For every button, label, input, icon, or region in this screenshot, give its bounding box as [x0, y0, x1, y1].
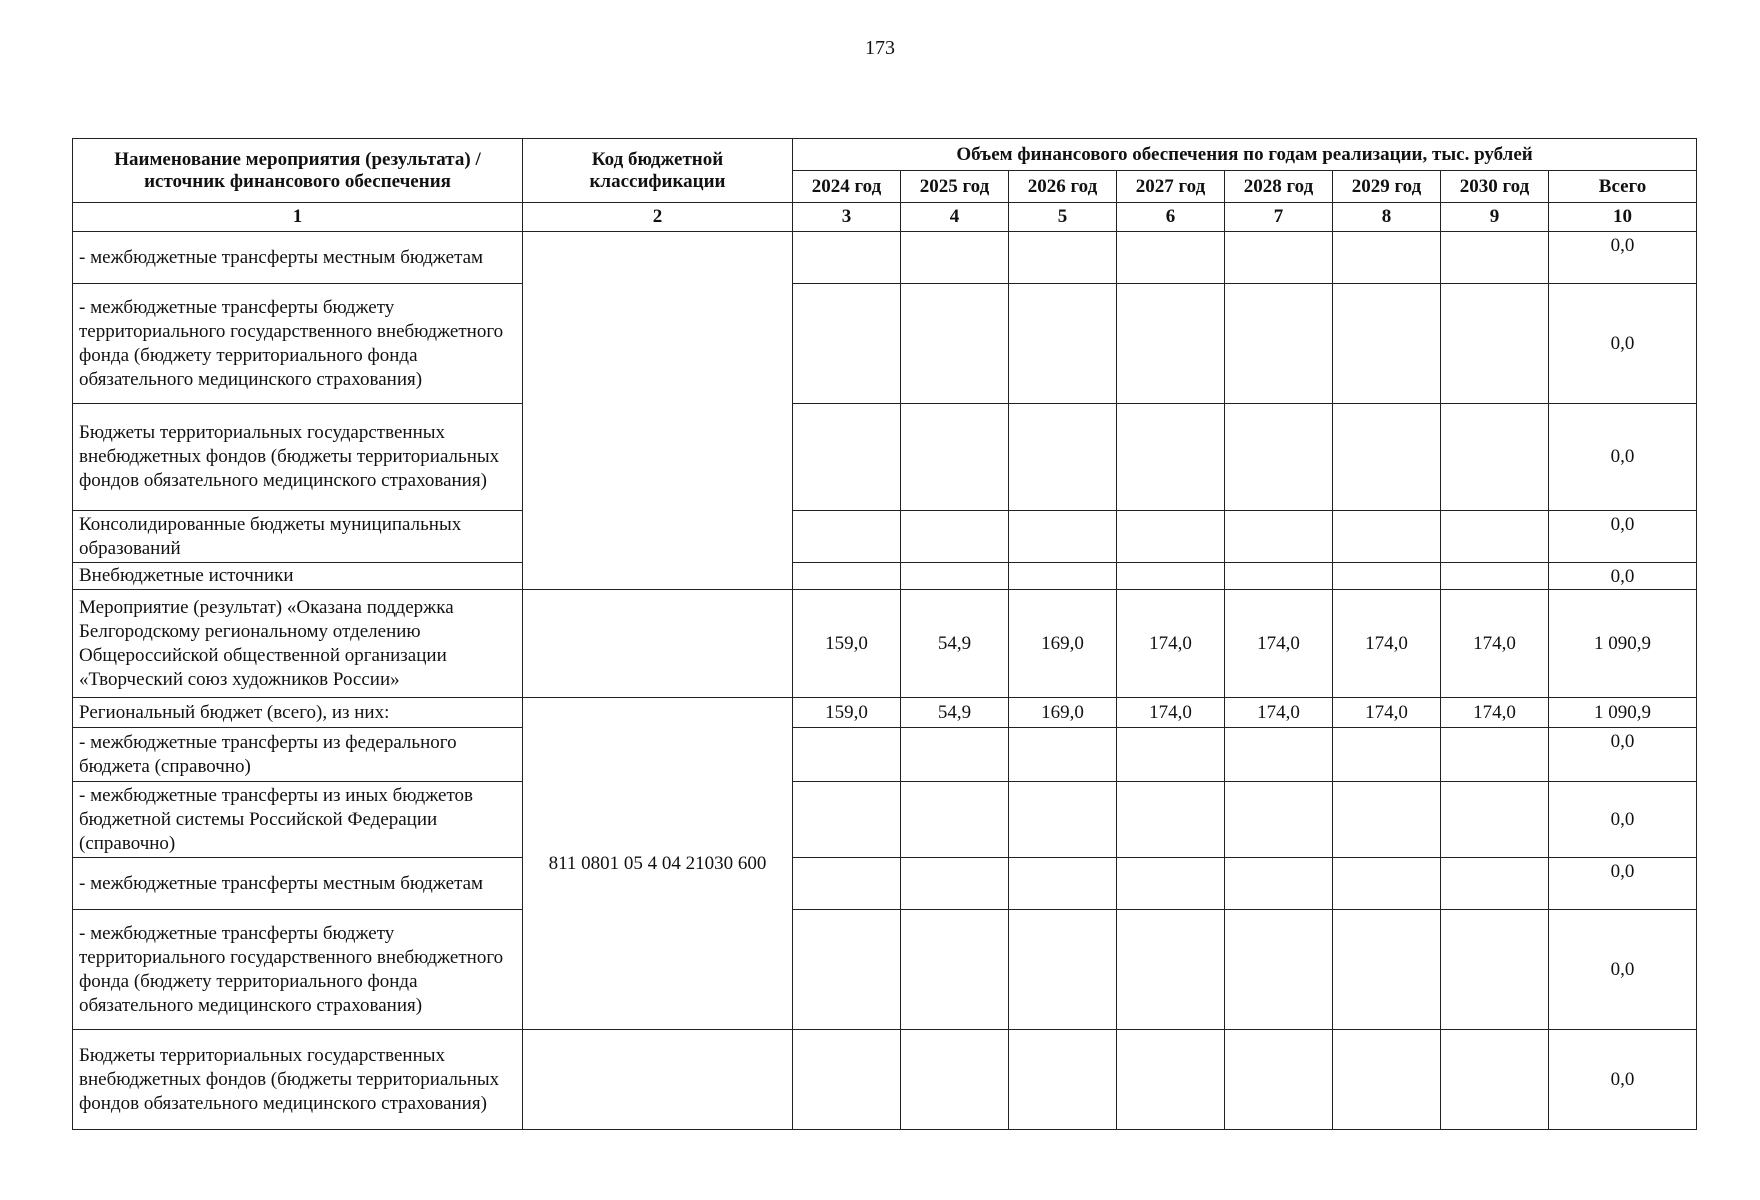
row-value: 174,0: [1117, 590, 1225, 698]
table-row: [73, 858, 1697, 910]
row-value: [901, 910, 1009, 1030]
column-index: 10: [1549, 203, 1697, 232]
table-row: [73, 910, 1697, 1030]
row-name: Региональный бюджет (всего), из них:: [73, 698, 523, 728]
row-code-empty: [523, 232, 793, 590]
row-value: [1441, 511, 1549, 563]
row-value: [1117, 284, 1225, 404]
table-row: [73, 698, 1697, 728]
row-value: [793, 1030, 901, 1130]
header-year: 2024 год: [793, 171, 901, 203]
row-name: Бюджеты территориальных государственных внебюджетных фондов (бюджеты территориальных фондов обязательного медицинского страхования): [73, 1030, 523, 1130]
header-year: 2029 год: [1333, 171, 1441, 203]
row-name: Бюджеты территориальных государственных внебюджетных фондов (бюджеты территориальных фондов обязательного медицинского страхования): [73, 404, 523, 511]
row-value: [901, 563, 1009, 590]
row-value: [1333, 1030, 1441, 1130]
page-number: 173: [865, 37, 895, 59]
header-total: Всего: [1549, 171, 1697, 203]
row-value: [901, 404, 1009, 511]
row-value: 169,0: [1009, 590, 1117, 698]
row-value: [901, 728, 1009, 782]
row-value: [1009, 1030, 1117, 1130]
row-value: [901, 858, 1009, 910]
row-value: [793, 511, 901, 563]
table-row: [73, 1030, 1697, 1130]
row-total: 1 090,9: [1549, 698, 1697, 728]
table-row: [73, 782, 1697, 858]
row-value: [1225, 284, 1333, 404]
table-row: [73, 232, 1697, 284]
row-value: [1441, 404, 1549, 511]
row-total: 0,0: [1549, 511, 1697, 563]
row-value: [1441, 232, 1549, 284]
row-value: [1225, 782, 1333, 858]
row-value: 54,9: [901, 590, 1009, 698]
column-index: 6: [1117, 203, 1225, 232]
column-index: 1: [73, 203, 523, 232]
row-value: [901, 782, 1009, 858]
row-value: [1117, 511, 1225, 563]
row-value: [1117, 910, 1225, 1030]
row-value: [1441, 563, 1549, 590]
row-name: - межбюджетные трансферты из иных бюджетов бюджетной системы Российской Федерации (справочно): [73, 782, 523, 858]
row-value: [793, 858, 901, 910]
row-value: 169,0: [1009, 698, 1117, 728]
row-value: [901, 284, 1009, 404]
row-value: 174,0: [1333, 698, 1441, 728]
row-value: [1117, 728, 1225, 782]
row-value: [1441, 910, 1549, 1030]
row-value: [1117, 232, 1225, 284]
row-value: [1009, 858, 1117, 910]
row-value: [1117, 563, 1225, 590]
column-index: 2: [523, 203, 793, 232]
row-value: [1441, 284, 1549, 404]
row-value: [1009, 404, 1117, 511]
table-row: [73, 404, 1697, 511]
table-row: [73, 284, 1697, 404]
header-code-column: Код бюджетной классификации: [523, 139, 793, 203]
row-value: 159,0: [793, 698, 901, 728]
row-value: [1333, 404, 1441, 511]
row-name: - межбюджетные трансферты местным бюджетам: [73, 232, 523, 284]
column-index: 7: [1225, 203, 1333, 232]
row-value: [901, 232, 1009, 284]
row-total: 0,0: [1549, 232, 1697, 284]
row-name: Мероприятие (результат) «Оказана поддержка Белгородскому региональному отделению Общероссийской общественной организации «Творческий союз художников России»: [73, 590, 523, 698]
row-value: [1441, 728, 1549, 782]
row-value: [1333, 563, 1441, 590]
row-value: [1117, 858, 1225, 910]
table-row: [73, 563, 1697, 590]
row-value: [793, 910, 901, 1030]
row-value: [1441, 858, 1549, 910]
header-year: 2026 год: [1009, 171, 1117, 203]
row-value: [1441, 782, 1549, 858]
row-value: [1333, 284, 1441, 404]
row-value: [793, 728, 901, 782]
row-value: [1117, 404, 1225, 511]
row-total: 0,0: [1549, 728, 1697, 782]
row-value: 174,0: [1333, 590, 1441, 698]
row-total: 1 090,9: [1549, 590, 1697, 698]
row-value: [1117, 782, 1225, 858]
row-value: [1009, 232, 1117, 284]
table-row: [73, 728, 1697, 782]
row-value: 174,0: [1225, 590, 1333, 698]
header-year: 2028 год: [1225, 171, 1333, 203]
row-value: [1225, 511, 1333, 563]
header-volume-group: Объем финансового обеспечения по годам реализации, тыс. рублей: [793, 139, 1697, 171]
column-index: 4: [901, 203, 1009, 232]
row-value: [1333, 782, 1441, 858]
row-name: Консолидированные бюджеты муниципальных образований: [73, 511, 523, 563]
financing-table: [72, 138, 1697, 1130]
header-year: 2030 год: [1441, 171, 1549, 203]
column-index: 3: [793, 203, 901, 232]
row-value: [1009, 910, 1117, 1030]
row-total: 0,0: [1549, 910, 1697, 1030]
row-value: [1009, 511, 1117, 563]
row-value: [793, 782, 901, 858]
table-row: [73, 590, 1697, 698]
row-value: [1009, 782, 1117, 858]
row-value: [1333, 858, 1441, 910]
row-value: [1225, 232, 1333, 284]
row-value: 174,0: [1441, 698, 1549, 728]
row-value: [793, 563, 901, 590]
row-value: [1225, 858, 1333, 910]
row-value: [1333, 232, 1441, 284]
budget-code: 811 0801 05 4 04 21030 600: [523, 698, 793, 1030]
row-value: 174,0: [1441, 590, 1549, 698]
row-value: [793, 284, 901, 404]
row-value: [1225, 1030, 1333, 1130]
row-value: [1009, 563, 1117, 590]
row-total: 0,0: [1549, 563, 1697, 590]
row-value: [1117, 1030, 1225, 1130]
row-total: 0,0: [1549, 782, 1697, 858]
row-value: [901, 1030, 1009, 1130]
header-year: 2027 год: [1117, 171, 1225, 203]
row-value: [1333, 728, 1441, 782]
column-index: 9: [1441, 203, 1549, 232]
row-value: [1225, 404, 1333, 511]
row-value: 174,0: [1117, 698, 1225, 728]
row-value: [901, 511, 1009, 563]
row-name: - межбюджетные трансферты бюджету территориального государственного внебюджетного фонда (бюджету территориального фонда обязательного медицинского страхования): [73, 284, 523, 404]
row-value: [1009, 284, 1117, 404]
row-value: 159,0: [793, 590, 901, 698]
row-total: 0,0: [1549, 858, 1697, 910]
header-year: 2025 год: [901, 171, 1009, 203]
row-name: - межбюджетные трансферты местным бюджетам: [73, 858, 523, 910]
row-value: [793, 232, 901, 284]
row-value: [1225, 563, 1333, 590]
row-code-empty: [523, 590, 793, 698]
row-value: [793, 404, 901, 511]
row-code-empty: [523, 1030, 793, 1130]
row-value: [1225, 910, 1333, 1030]
row-value: [1333, 910, 1441, 1030]
column-index: 8: [1333, 203, 1441, 232]
row-total: 0,0: [1549, 284, 1697, 404]
row-value: 174,0: [1225, 698, 1333, 728]
header-name-column: Наименование мероприятия (результата) / источник финансового обеспечения: [73, 139, 523, 203]
row-name: - межбюджетные трансферты бюджету территориального государственного внебюджетного фонда (бюджету территориального фонда обязательного медицинского страхования): [73, 910, 523, 1030]
row-total: 0,0: [1549, 1030, 1697, 1130]
row-value: 54,9: [901, 698, 1009, 728]
row-value: [1225, 728, 1333, 782]
column-index: 5: [1009, 203, 1117, 232]
table-row: [73, 511, 1697, 563]
row-total: 0,0: [1549, 404, 1697, 511]
row-name: Внебюджетные источники: [73, 563, 523, 590]
row-name: - межбюджетные трансферты из федерального бюджета (справочно): [73, 728, 523, 782]
row-value: [1441, 1030, 1549, 1130]
row-value: [1009, 728, 1117, 782]
row-value: [1333, 511, 1441, 563]
